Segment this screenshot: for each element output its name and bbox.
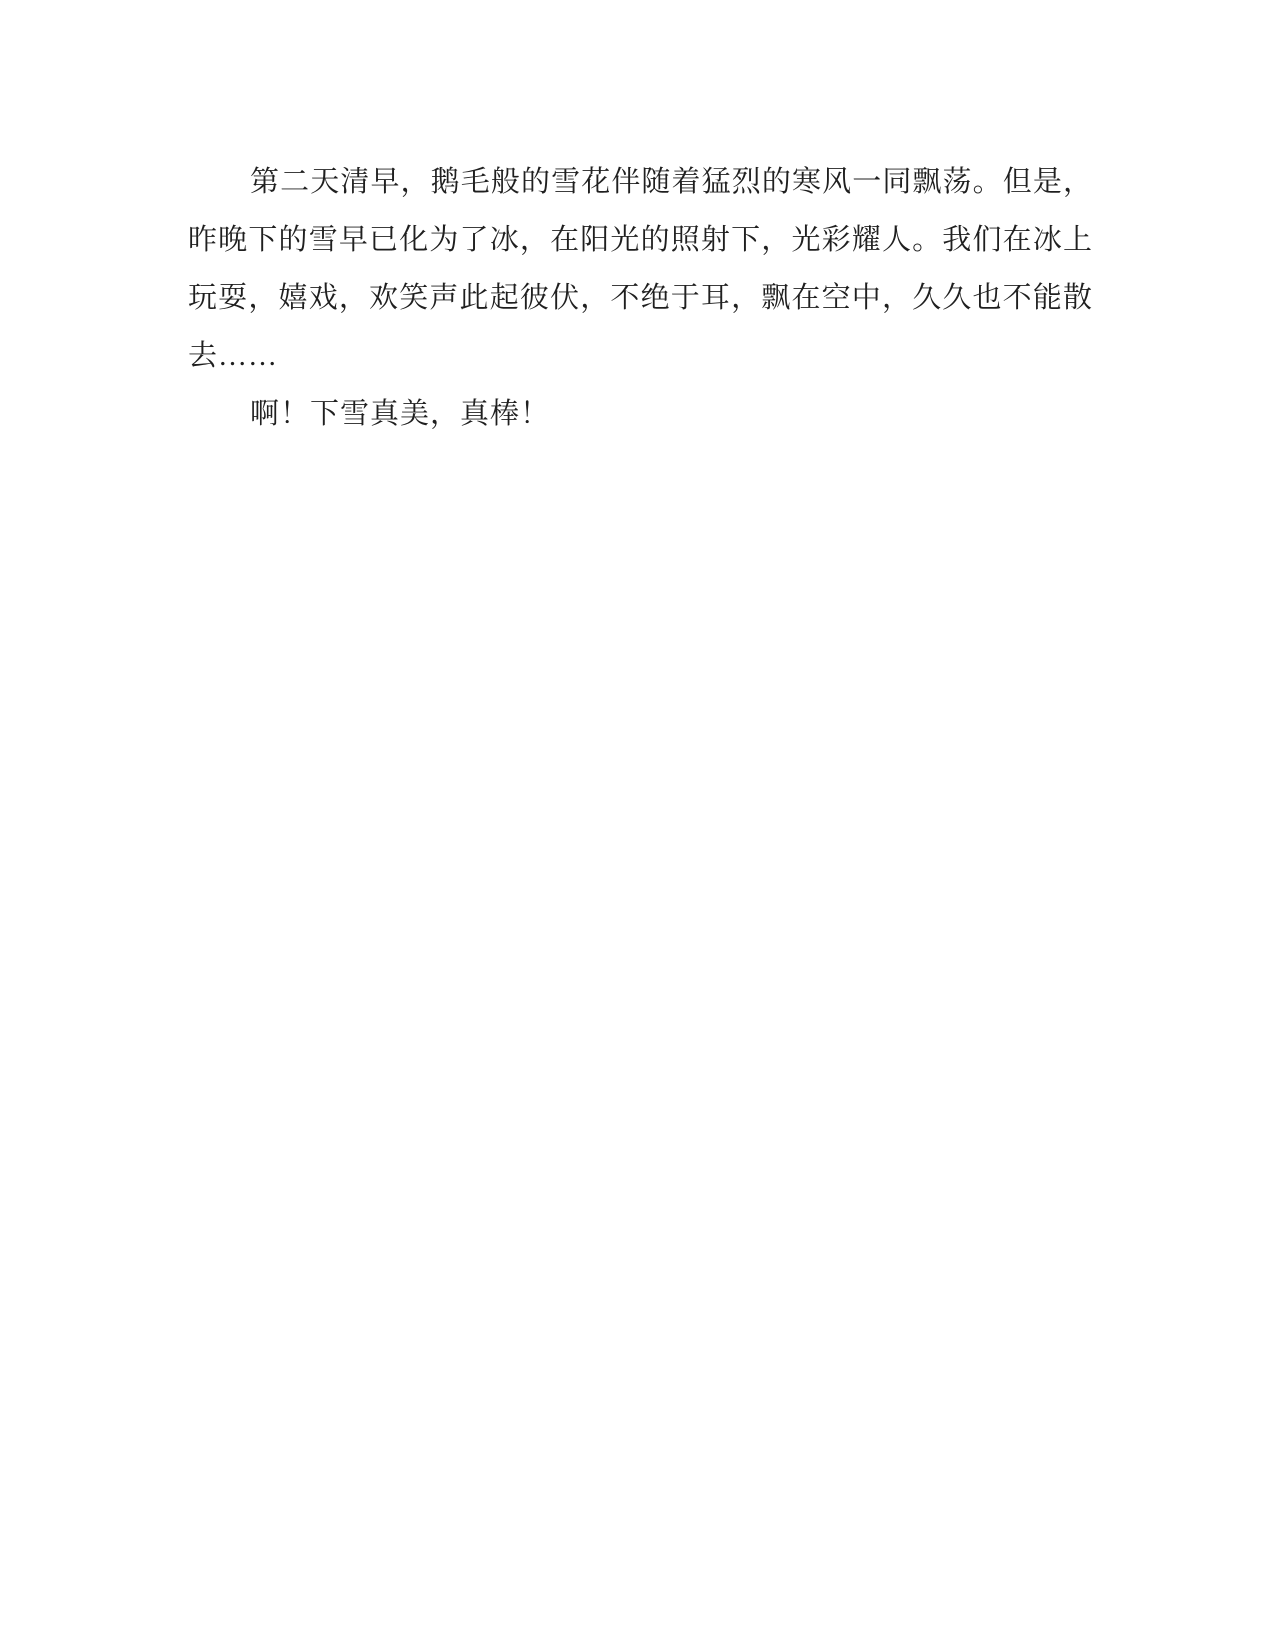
document-text-block [188,153,1093,443]
text-line: 第二天清早，鹅毛般的雪花伴随着猛烈的寒风一同飘荡。但是， [250,166,1093,198]
text-line: 去…… [188,340,279,372]
text-line: 昨晚下的雪早已化为了冰，在阳光的照射下，光彩耀人。我们在冰上 [188,224,1093,256]
paragraph-1 [188,153,1093,385]
text-line: 玩耍，嬉戏，欢笑声此起彼伏，不绝于耳，飘在空中，久久也不能散 [188,282,1093,314]
text-line: 啊！下雪真美，真棒！ [250,398,551,430]
paragraph-2 [188,385,1093,443]
